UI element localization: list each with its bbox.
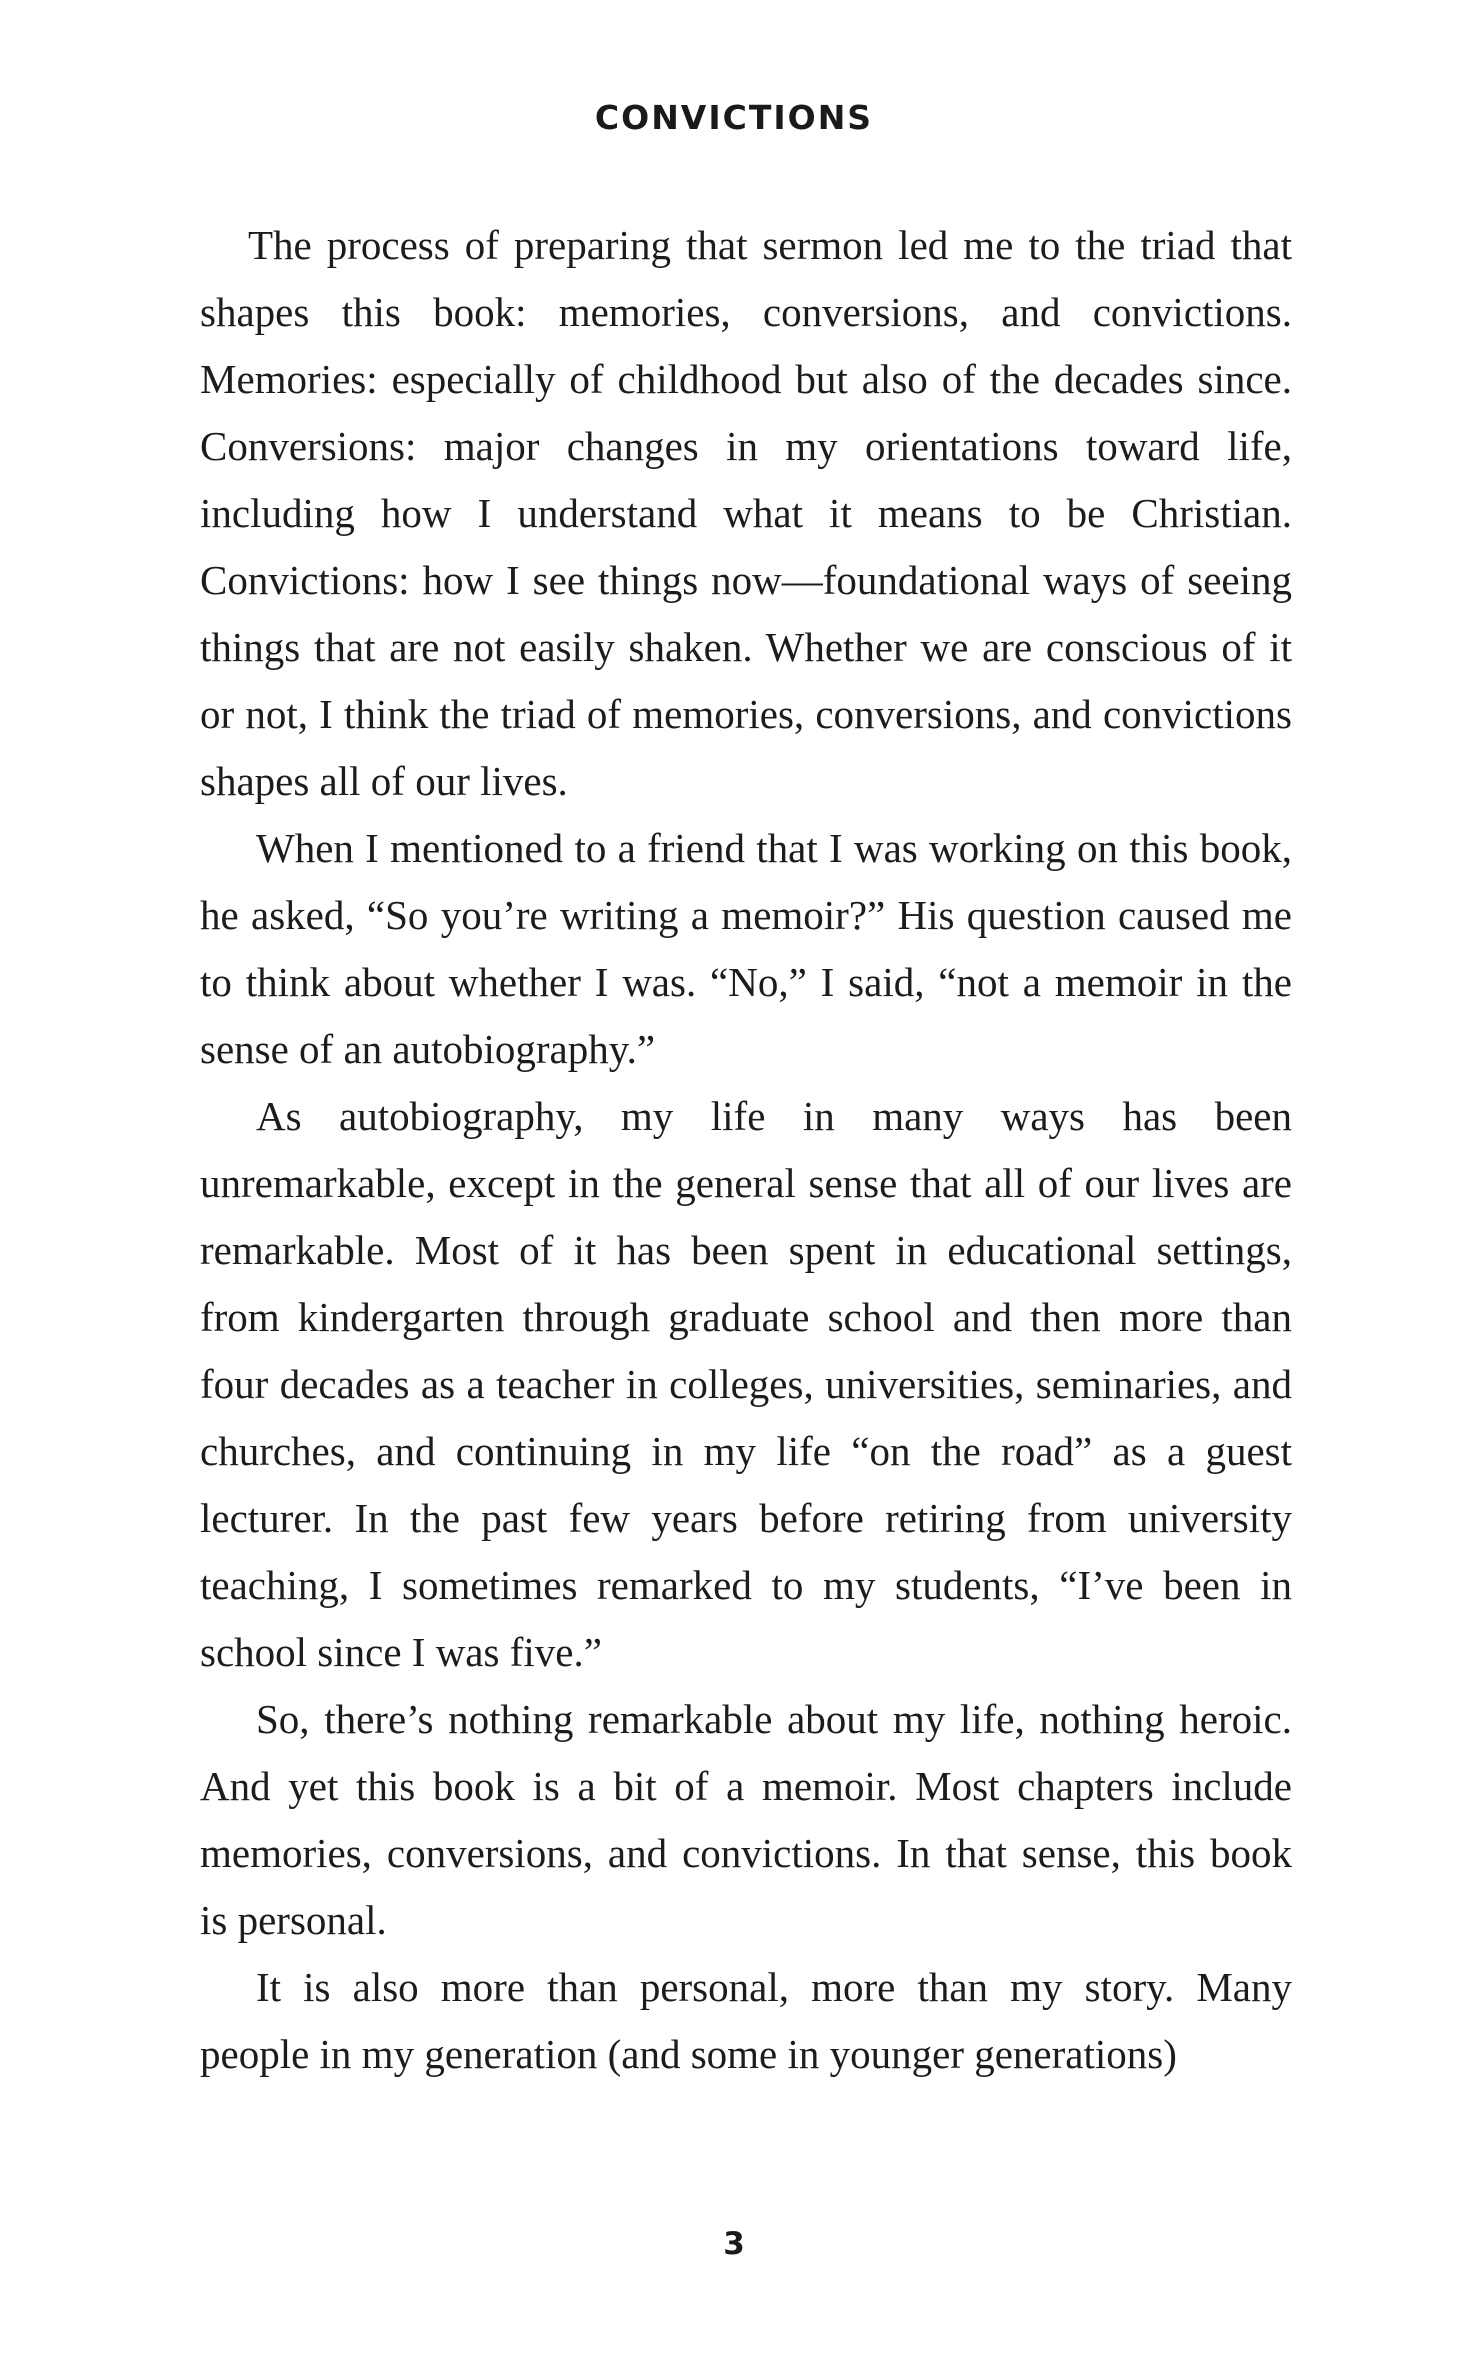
page-number: 3 — [723, 2226, 745, 2262]
body-text — [200, 212, 1292, 2088]
running-head: CONVICTIONS — [594, 98, 874, 137]
paragraph-2: When I mentioned to a friend that I was working on this book, he asked, “So you’re writing a memoir?” His question caused me to think about whether I was. “No,” I said, “not a memoir in the sense of an autobiography.” — [200, 825, 1292, 1072]
paragraph-3: As autobiography, my life in many ways has been unremarkable, except in the general sense that all of our lives are remarkable. Most of it has been spent in educational settings, from kindergarten through graduate school and then more than four decades as a teacher in colleges, universities, seminaries, and churches, and continuing in my life “on the road” as a guest lecturer. In the past few years before retiring from university teaching, I sometimes remarked to my students, “I’ve been in school since I was five.” — [200, 1093, 1292, 1675]
paragraph-5: It is also more than personal, more than my story. Many people in my generation (and some in younger generations) — [200, 1964, 1292, 2077]
paragraph-1: The process of preparing that sermon led me to the triad that shapes this book: memories, conversions, and convictions. Memories: especially of childhood but also of the decades since. Conversions: major changes in my orientations toward life, including how I understand what it means to be Christian. Convictions: how I see things now—foundational ways of seeing things that are not easily shaken. Whether we are conscious of it or not, I think the triad of memories, conversions, and convictions shapes all of our lives. — [200, 222, 1292, 804]
paragraph-4: So, there’s nothing remarkable about my life, nothing heroic. And yet this book is a bit of a memoir. Most chapters include memories, conversions, and convictions. In that sense, this book is personal. — [200, 1696, 1292, 1943]
